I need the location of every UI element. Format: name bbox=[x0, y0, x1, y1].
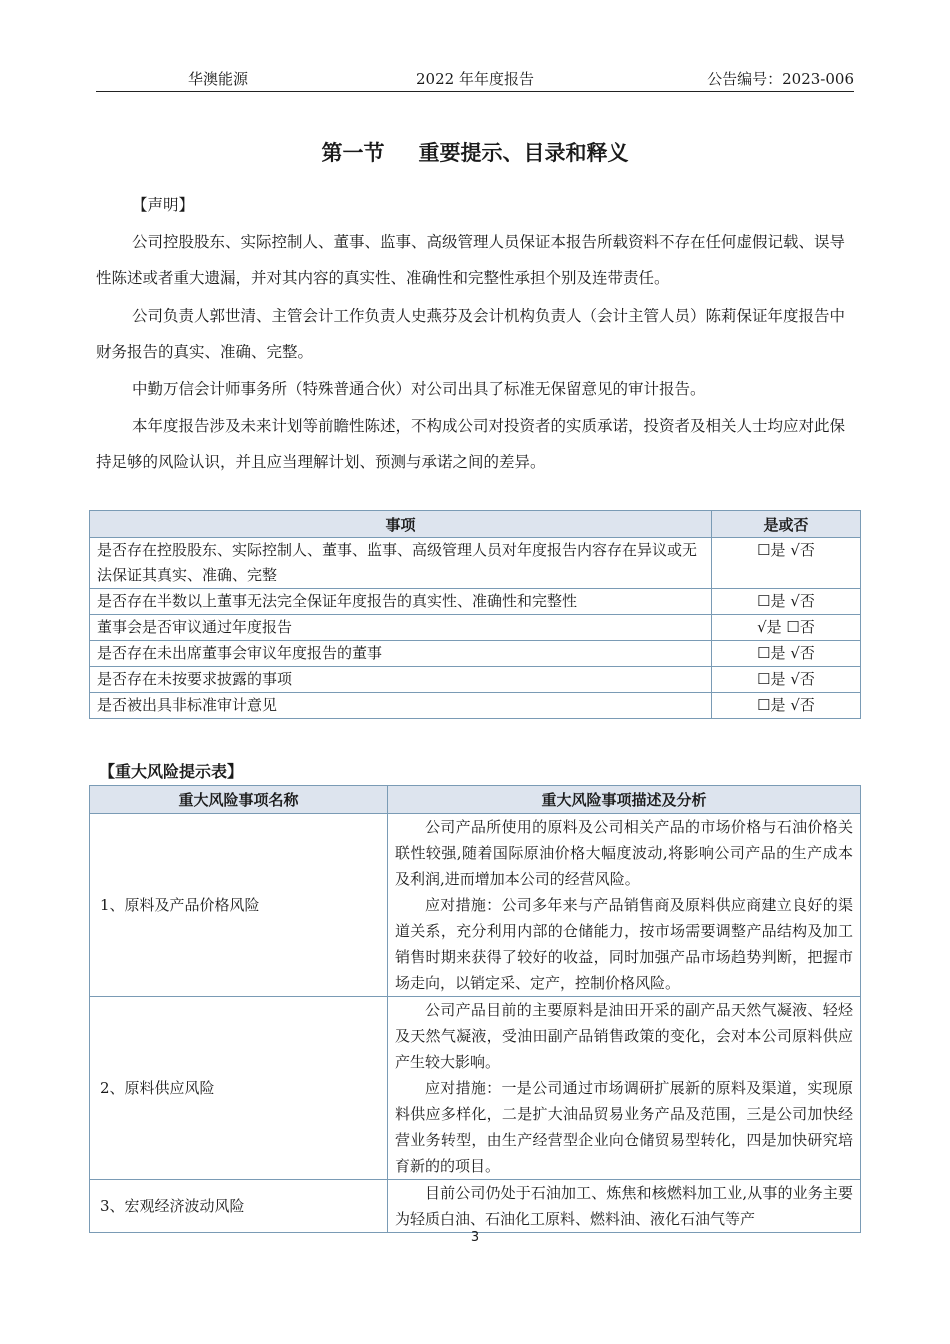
risk-description bbox=[388, 814, 861, 997]
risk-description-paragraph: 目前公司仍处于石油加工、炼焦和核燃料加工业,从事的业务主要为轻质白油、石油化工原料、燃料油、液化石油气等产 bbox=[395, 1184, 853, 1228]
table-row bbox=[90, 667, 861, 693]
table-row bbox=[90, 997, 861, 1180]
section-name: 重要提示、目录和释义 bbox=[418, 141, 629, 165]
statement-paragraph-1: 公司控股股东、实际控制人、董事、监事、高级管理人员保证本报告所载资料不存在任何虚假记载、误导性陈述或者重大遗漏，并对其内容的真实性、准确性和完整性承担个别及连带责任。 bbox=[96, 233, 846, 287]
row-answer: ☐是 √否 bbox=[712, 589, 861, 615]
risk-name: 1、原料及产品价格风险 bbox=[90, 814, 388, 997]
risk-description-paragraph: 公司产品所使用的原料及公司相关产品的市场价格与石油价格关联性较强,随着国际原油价格大幅度波动,将影响公司产品的生产成本及利润,进而增加本公司的经营风险。 bbox=[395, 818, 853, 888]
risk-description bbox=[388, 997, 861, 1180]
header-report-title: 2022 年年度报告 bbox=[416, 70, 534, 88]
section-title bbox=[0, 137, 950, 167]
column-header-item: 事项 bbox=[90, 511, 712, 538]
row-item: 是否存在控股股东、实际控制人、董事、监事、高级管理人员对年度报告内容存在异议或无法保证其真实、准确、完整 bbox=[90, 538, 712, 589]
table-header-row bbox=[90, 786, 861, 814]
header-notice-number: 公告编号：2023-006 bbox=[707, 70, 854, 88]
confirmation-table bbox=[89, 510, 861, 719]
row-answer: ☐是 √否 bbox=[712, 693, 861, 719]
statement-label-block bbox=[96, 187, 854, 223]
risk-countermeasure-paragraph: 应对措施：公司多年来与产品销售商及原料供应商建立良好的渠道关系，充分利用内部的仓储能力，按市场需要调整产品结构及加工销售时期来获得了较好的收益，同时加强产品市场趋势判断，把握市场走向，以销定采、定产，控制价格风险。 bbox=[395, 896, 853, 992]
row-item: 是否存在半数以上董事无法完全保证年度报告的真实性、准确性和完整性 bbox=[90, 589, 712, 615]
header-divider bbox=[96, 91, 854, 92]
table-row bbox=[90, 538, 861, 589]
table-row bbox=[90, 589, 861, 615]
table-row bbox=[90, 814, 861, 997]
table-row bbox=[90, 1180, 861, 1233]
row-item: 是否存在未按要求披露的事项 bbox=[90, 667, 712, 693]
risk-description-paragraph: 公司产品目前的主要原料是油田开采的副产品天然气凝液、轻烃及天然气凝液，受油田副产品销售政策的变化，会对本公司原料供应产生较大影响。 bbox=[395, 1001, 853, 1071]
table-header-row bbox=[90, 511, 861, 538]
page-header bbox=[96, 68, 854, 90]
row-item: 董事会是否审议通过年度报告 bbox=[90, 615, 712, 641]
table-row bbox=[90, 641, 861, 667]
risk-name: 2、原料供应风险 bbox=[90, 997, 388, 1180]
row-answer: ☐是 √否 bbox=[712, 641, 861, 667]
statement-label: 【声明】 bbox=[132, 196, 195, 214]
risk-countermeasure-paragraph: 应对措施：一是公司通过市场调研扩展新的原料及渠道，实现原料供应多样化，二是扩大油品贸易业务产品及范围，三是公司加快经营业务转型，由生产经营型企业向仓储贸易型转化，四是加快研究培育新的的项目。 bbox=[395, 1079, 853, 1175]
statement-paragraph-4: 本年度报告涉及未来计划等前瞻性陈述，不构成公司对投资者的实质承诺，投资者及相关人士均应对此保持足够的风险认识，并且应当理解计划、预测与承诺之间的差异。 bbox=[96, 417, 846, 471]
column-header-risk-desc: 重大风险事项描述及分析 bbox=[388, 786, 861, 814]
statement-paragraph-3: 中勤万信会计师事务所（特殊普通合伙）对公司出具了标准无保留意见的审计报告。 bbox=[132, 380, 706, 398]
row-answer: ☐是 √否 bbox=[712, 667, 861, 693]
risk-name: 3、宏观经济波动风险 bbox=[90, 1180, 388, 1233]
row-answer: ☐是 √否 bbox=[712, 538, 861, 589]
row-item: 是否被出具非标准审计意见 bbox=[90, 693, 712, 719]
table-row bbox=[90, 693, 861, 719]
statement-paragraph-2: 公司负责人郭世清、主管会计工作负责人史燕芬及会计机构负责人（会计主管人员）陈莉保证年度报告中财务报告的真实、准确、完整。 bbox=[96, 307, 846, 361]
section-number: 第一节 bbox=[321, 141, 385, 165]
header-company: 华澳能源 bbox=[188, 70, 249, 88]
column-header-answer: 是或否 bbox=[712, 511, 861, 538]
row-answer: √是 ☐否 bbox=[712, 615, 861, 641]
column-header-risk-name: 重大风险事项名称 bbox=[90, 786, 388, 814]
risk-description bbox=[388, 1180, 861, 1233]
risk-table-heading: 【重大风险提示表】 bbox=[99, 762, 244, 781]
risk-table bbox=[89, 785, 861, 1233]
page-number: 3 bbox=[470, 1230, 480, 1245]
row-item: 是否存在未出席董事会审议年度报告的董事 bbox=[90, 641, 712, 667]
table-row bbox=[90, 615, 861, 641]
